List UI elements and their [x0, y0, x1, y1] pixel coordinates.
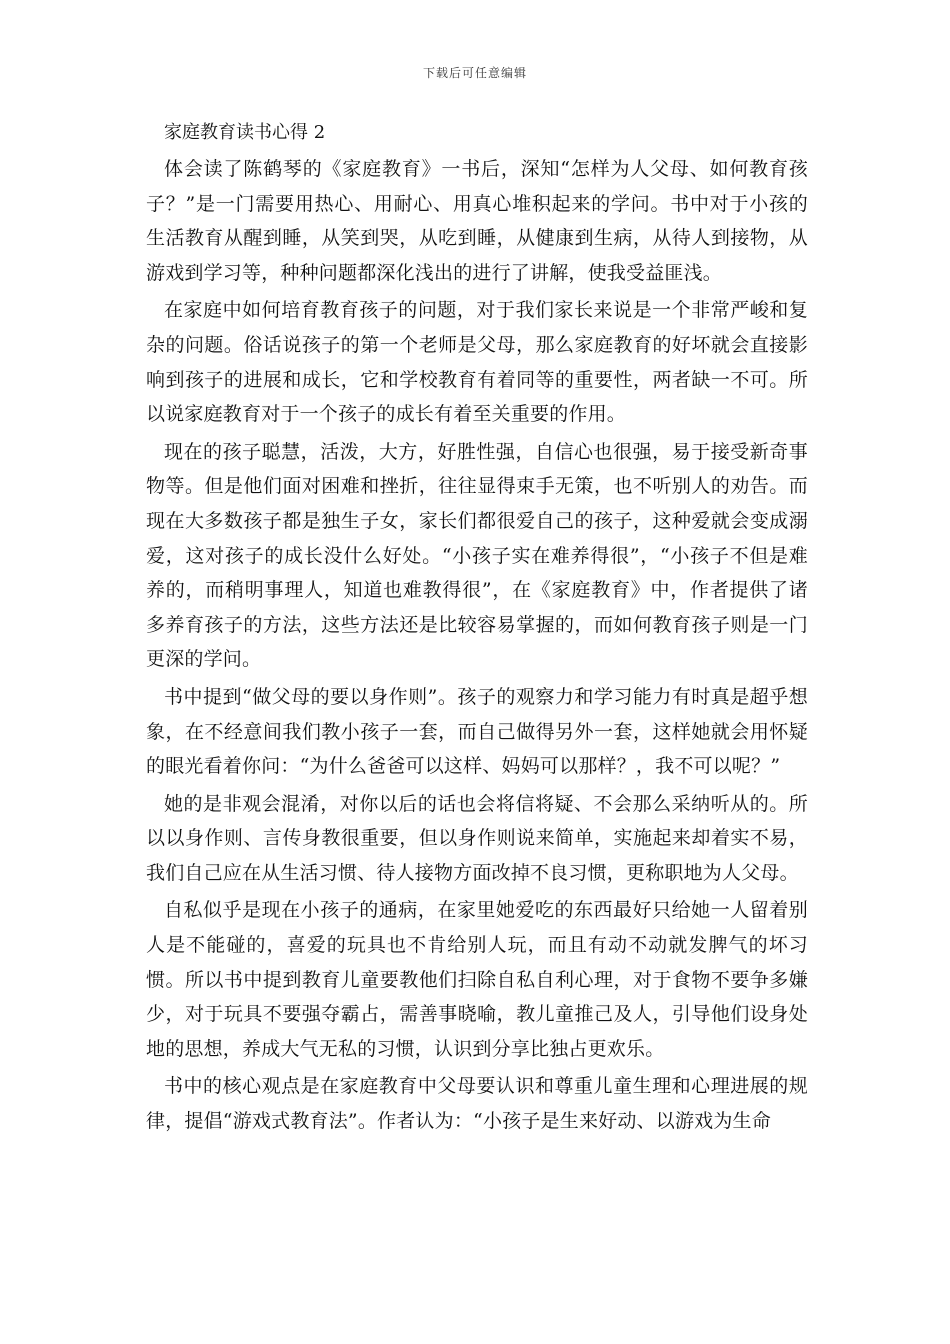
paragraph-5: 她的是非观会混淆，对你以后的话也会将信将疑、不会那么采纳听从的。所以以身作则、言传身教很重要，但以身作则说来简单，实施起来却着实不易，我们自己应在从生活习惯、待人接物方面改掉不良习惯，更称职地为人父母。	[146, 792, 808, 884]
document-body	[146, 120, 808, 1142]
paragraph-1: 体会读了陈鹤琴的《家庭教育》一书后，深知“怎样为人父母、如何教育孩子？”是一门需要用热心、用耐心、用真心堆积起来的学问。书中对于小孩的生活教育从醒到睡，从笑到哭，从吃到睡，从健康到生病，从待人到接物，从游戏到学习等，种种问题都深化浅出的进行了讲解，使我受益匪浅。	[146, 158, 808, 284]
paragraph-3: 现在的孩子聪慧，活泼，大方，好胜性强，自信心也很强，易于接受新奇事物等。但是他们面对困难和挫折，往往显得束手无策，也不听别人的劝告。而现在大多数孩子都是独生子女，家长们都很爱自己的孩子，这种爱就会变成溺爱，这对孩子的成长没什么好处。“小孩子实在难养得很”，“小孩子不但是难养的，而稍明事理人，知道也难教得很”，在《家庭教育》中，作者提供了诸多养育孩子的方法，这些方法还是比较容易掌握的，而如何教育孩子则是一门更深的学问。	[146, 440, 808, 671]
paragraph-4: 书中提到“做父母的要以身作则”。孩子的观察力和学习能力有时真是超乎想象，在不经意间我们教小孩子一套，而自己做得另外一套，这样她就会用怀疑的眼光看着你问：“为什么爸爸可以这样、妈妈可以那样？，我不可以呢？”	[146, 685, 808, 778]
paragraph-7: 书中的核心观点是在家庭教育中父母要认识和尊重儿童生理和心理进展的规律，提倡“游戏式教育法”。作者认为：“小孩子是生来好动、以游戏为生命	[146, 1075, 808, 1133]
paragraph-2: 在家庭中如何培育教育孩子的问题，对于我们家长来说是一个非常严峻和复杂的问题。俗话说孩子的第一个老师是父母，那么家庭教育的好坏就会直接影响到孩子的进展和成长，它和学校教育有着同等的重要性，两者缺一不可。所以说家庭教育对于一个孩子的成长有着至关重要的作用。	[146, 299, 808, 426]
document-title: 家庭教育读书心得 2	[164, 122, 326, 143]
header-note: 下载后可任意编辑	[422, 66, 527, 80]
paragraph-6: 自私似乎是现在小孩子的通病，在家里她爱吃的东西最好只给她一人留着别人是不能碰的，喜爱的玩具也不肯给别人玩，而且有动不动就发脾气的坏习惯。所以书中提到教育儿童要教他们扫除自私自利心理，对于食物不要争多嫌少，对于玩具不要强夺霸占，需善事晓喻，教儿童推己及人，引导他们设身处地的思想，养成大气无私的习惯，认识到分享比独占更欢乐。	[146, 899, 808, 1060]
